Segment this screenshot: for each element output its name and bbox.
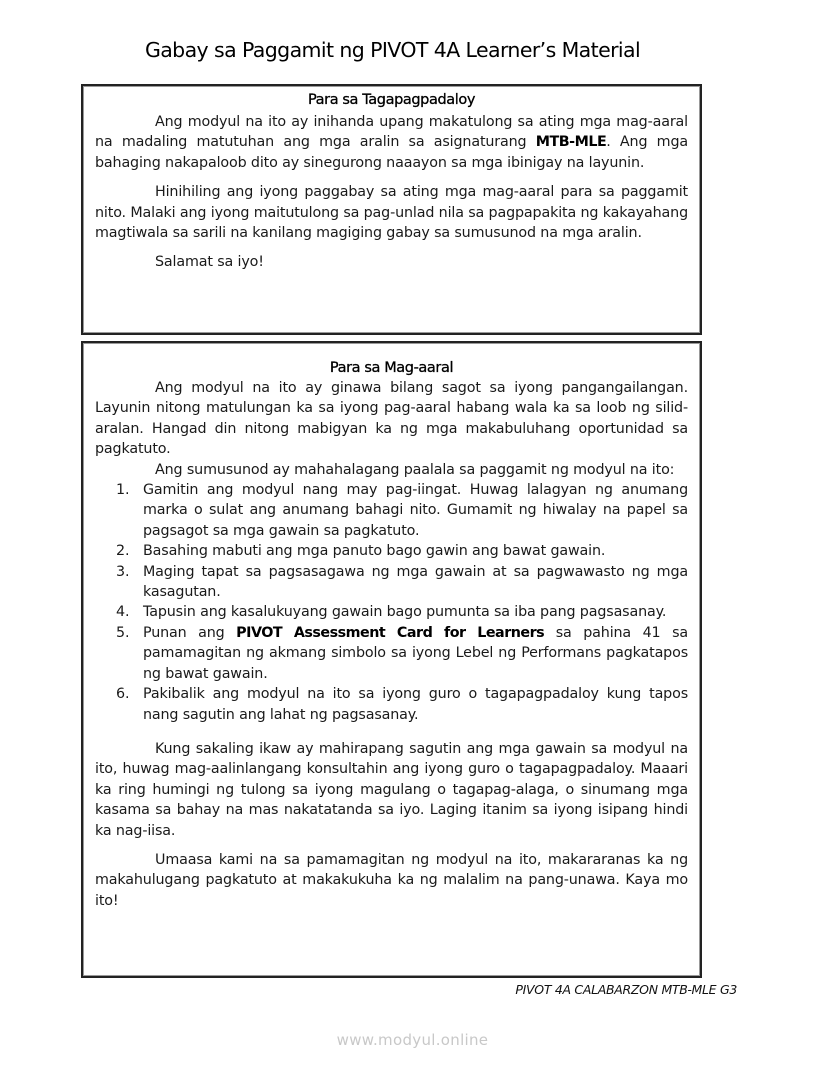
learner-heading: Para sa Mag-aaral	[329, 360, 454, 376]
text-span: . Ang mga bahaging nakapaloob dito ay sinegurong naaayon sa mga ibinigay na layunin.	[95, 134, 688, 171]
facilitator-content	[83, 108, 700, 273]
list-item	[95, 684, 688, 725]
text-span: Ang modyul na ito ay inihanda upang makatulong sa ating mga mag-aaral na madaling matutuhan ang mga aralin sa asignaturang	[95, 114, 688, 151]
list-number: 4.	[116, 604, 130, 621]
list-text: Tapusin ang kasalukuyang gawain bago pumunta sa iba pang pagsasanay.	[143, 604, 667, 621]
learner-paragraph-3: Kung sakaling ikaw ay mahirapang sagutin ang mga gawain sa modyul na ito, huwag mag-aalinlangang konsultahin ang iyong guro o tagapagpadaloy. Maaari ka ring humingi ng tulong sa iyong magulang o tagapag-alaga, o sinumang mga kasama sa bahay na mas nakatatanda sa iyo. Laging itanim sa iyong isipang hindi ka nag-iisa.	[95, 740, 688, 839]
list-item	[95, 480, 688, 541]
facilitator-thanks: Salamat sa iyo!	[155, 254, 264, 271]
learner-content	[83, 376, 700, 911]
list-item	[95, 562, 688, 603]
learner-paragraph-2: Ang sumusunod ay mahahalagang paalala sa paggamit ng modyul na ito:	[155, 461, 675, 478]
page-title: Gabay sa Paggamit ng PIVOT 4A Learner’s Material	[144, 38, 641, 62]
subject-name: MTB-MLE	[535, 134, 607, 151]
learner-paragraph-1: Ang modyul na ito ay ginawa bilang sagot sa iyong pangangailangan. Layunin nitong matulungan ka sa iyong pag-aaral habang wala ka sa loob ng silid-aralan. Hangad din nitong mabigyan ka ng mga makabuluhang oportunidad sa pagkatuto.	[95, 380, 688, 458]
page-footer: PIVOT 4A CALABARZON MTB-MLE G3	[515, 982, 737, 997]
list-text: Pakibalik ang modyul na ito sa iyong guro o tagapagpadaloy kung tapos nang sagutin ang lahat ng pagsasanay.	[143, 686, 688, 723]
list-text: Maging tapat sa pagsasagawa ng mga gawain at sa pagwawasto ng mga kasagutan.	[143, 563, 688, 601]
facilitator-box	[81, 84, 702, 335]
list-number: 3.	[116, 563, 130, 580]
list-number: 6.	[116, 686, 130, 703]
watermark: www.modyul.online	[336, 1031, 489, 1049]
list-text: Punan ang	[143, 624, 237, 641]
learner-box	[81, 341, 702, 978]
list-text: Gamitin ang modyul nang may pag-iingat. Huwag lalagyan ng anumang marka o sulat ang anumang bahagi nito. Gumamit ng hiwalay na papel sa pagsagot sa mga gawain sa pagkatuto.	[143, 482, 688, 539]
list-item	[95, 602, 688, 622]
list-number: 1.	[116, 482, 130, 499]
list-number: 5.	[116, 624, 130, 641]
list-item	[95, 623, 688, 684]
facilitator-heading: Para sa Tagapagpadaloy	[307, 92, 476, 108]
list-item	[95, 541, 688, 561]
assessment-card-name: PIVOT Assessment Card for Learners	[236, 624, 545, 641]
list-text: Basahing mabuti ang mga panuto bago gawin ang bawat gawain.	[143, 543, 606, 560]
list-text: sa pahina 41 sa pamamagitan ng akmang simbolo sa iyong Lebel ng Performans pagkatapos ng bawat gawain.	[143, 624, 688, 682]
learner-paragraph-4: Umaasa kami na sa pamamagitan ng modyul na ito, makararanas ka ng makahulugang pagkatuto at makakukuha ka ng malalim na pang-unawa. Kaya mo ito!	[95, 851, 688, 909]
reminders-list	[95, 480, 688, 725]
facilitator-paragraph-2: Hinihiling ang iyong paggabay sa ating mga mag-aaral para sa paggamit nito. Malaki ang iyong maitutulong sa pag-unlad nila sa pagpapakita ng kakayahang magtiwala sa sarili na kanilang magiging gabay sa sumusunod na mga aralin.	[95, 184, 688, 242]
list-number: 2.	[116, 543, 130, 560]
facilitator-paragraph-1	[95, 112, 688, 173]
